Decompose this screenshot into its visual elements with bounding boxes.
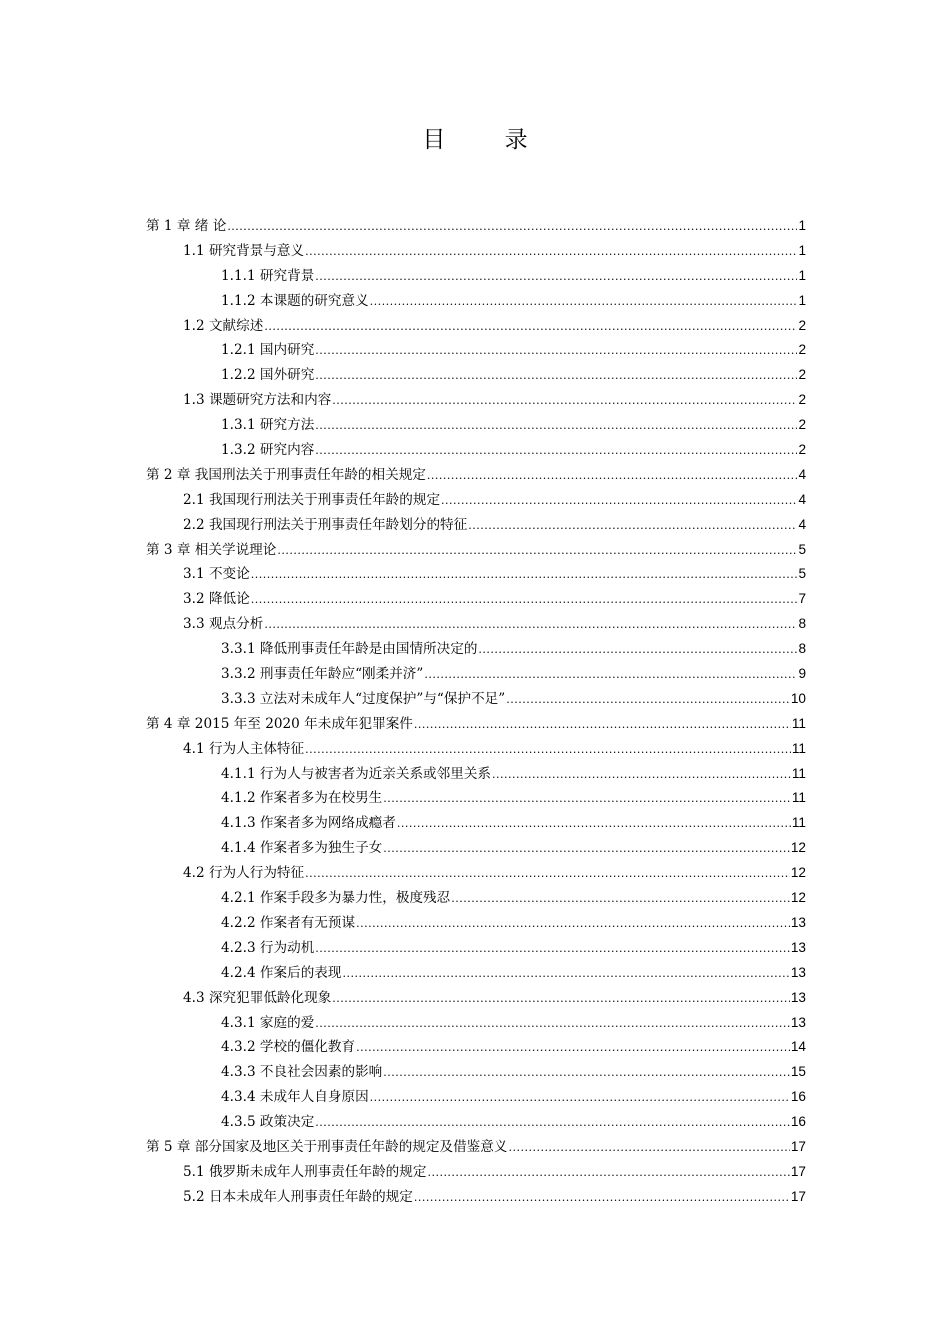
- toc-entry-label: 5.2 日本未成年人刑事责任年龄的规定: [183, 1188, 413, 1205]
- toc-list: [146, 214, 806, 1210]
- toc-entry-label: 4.1.2 作案者多为在校男生: [221, 790, 383, 807]
- toc-dot-leader: [332, 389, 797, 414]
- toc-entry-label: 4.3.1 家庭的爱: [221, 1014, 315, 1031]
- toc-dot-leader: [424, 663, 797, 688]
- toc-dot-leader: [427, 1161, 789, 1186]
- toc-dot-leader: [508, 1136, 789, 1161]
- toc-dot-leader: [315, 937, 790, 962]
- toc-entry[interactable]: [146, 786, 806, 811]
- toc-entry[interactable]: [146, 363, 806, 388]
- toc-entry-label: 5.1 俄罗斯未成年人刑事责任年龄的规定: [183, 1163, 427, 1180]
- toc-dot-leader: [305, 738, 791, 763]
- toc-entry-page: 1: [798, 218, 806, 233]
- toc-entry-page: 12: [790, 840, 806, 856]
- toc-dot-leader: [492, 763, 791, 788]
- toc-entry-page: 10: [790, 690, 806, 706]
- toc-dot-leader: [277, 539, 797, 564]
- toc-dot-leader: [332, 987, 790, 1012]
- toc-dot-leader: [342, 962, 789, 987]
- toc-entry-page: 17: [790, 1163, 806, 1179]
- toc-entry-label: 第 4 章 2015 年至 2020 年未成年犯罪案件: [146, 715, 413, 732]
- toc-entry-label: 3.3.1 降低刑事责任年龄是由国情所决定的: [221, 641, 478, 658]
- toc-dot-leader: [414, 713, 791, 738]
- toc-entry-label: 4.3.4 未成年人自身原因: [221, 1089, 369, 1106]
- toc-entry[interactable]: [146, 587, 806, 612]
- toc-entry-page: 4: [798, 466, 806, 482]
- toc-entry-label: 4.2.3 行为动机: [221, 939, 315, 956]
- toc-entry-label: 4.1 行为人主体特征: [183, 740, 305, 757]
- toc-entry-page: 7: [798, 591, 806, 607]
- toc-entry-page: 13: [790, 964, 806, 980]
- toc-entry-label: 4.3.2 学校的僵化教育: [221, 1039, 356, 1056]
- toc-dot-leader: [251, 588, 798, 613]
- toc-entry[interactable]: [146, 562, 806, 587]
- toc-entry-page: 4: [798, 491, 806, 507]
- toc-entry-label: 4.3.5 政策决定: [221, 1114, 315, 1131]
- toc-entry-page: 13: [790, 939, 806, 955]
- toc-entry[interactable]: [146, 488, 806, 513]
- toc-entry[interactable]: [146, 986, 806, 1011]
- toc-entry-page: 9: [798, 666, 806, 682]
- toc-entry[interactable]: [146, 1011, 806, 1036]
- toc-entry-label: 4.1.1 行为人与被害者为近亲关系或邻里关系: [221, 765, 492, 782]
- toc-title: 目 录: [422, 127, 554, 153]
- toc-entry-page: 15: [790, 1064, 806, 1080]
- toc-entry-page: 2: [798, 442, 806, 458]
- toc-dot-leader: [414, 1186, 790, 1211]
- toc-entry-label: 1.1.2 本课题的研究意义: [221, 292, 369, 309]
- toc-entry[interactable]: [146, 1160, 806, 1185]
- toc-entry-label: 1.2.1 国内研究: [221, 342, 315, 359]
- toc-entry[interactable]: [146, 1085, 806, 1110]
- toc-dot-leader: [356, 1036, 790, 1061]
- toc-entry[interactable]: [146, 687, 806, 712]
- toc-dot-leader: [264, 315, 797, 340]
- toc-entry-page: 8: [798, 641, 806, 657]
- toc-dot-leader: [383, 1061, 790, 1086]
- toc-entry-page: 13: [790, 1014, 806, 1030]
- toc-dot-leader: [315, 1111, 790, 1136]
- toc-dot-leader: [451, 887, 790, 912]
- toc-entry-label: 4.2.2 作案者有无预谋: [221, 914, 356, 931]
- toc-entry-label: 3.3.3 立法对未成年人“过度保护”与“保护不足”: [221, 690, 506, 707]
- toc-dot-leader: [264, 613, 797, 638]
- toc-entry[interactable]: [146, 1185, 806, 1210]
- toc-entry-label: 2.2 我国现行刑法关于刑事责任年龄划分的特征: [183, 516, 468, 533]
- toc-entry-label: 1.3.2 研究内容: [221, 442, 315, 459]
- toc-entry-page: 2: [798, 317, 806, 333]
- toc-dot-leader: [315, 1012, 790, 1037]
- toc-entry[interactable]: [146, 712, 806, 737]
- toc-dot-leader: [315, 265, 797, 290]
- toc-entry-page: 17: [790, 1188, 806, 1204]
- toc-entry[interactable]: [146, 1110, 806, 1135]
- toc-entry-page: 11: [791, 715, 806, 731]
- toc-dot-leader: [305, 862, 790, 887]
- toc-entry[interactable]: [146, 936, 806, 961]
- toc-dot-leader: [305, 240, 797, 265]
- toc-dot-leader: [397, 812, 791, 837]
- toc-entry-label: 1.2.2 国外研究: [221, 367, 315, 384]
- toc-entry-label: 1.2 文献综述: [183, 317, 264, 334]
- toc-entry[interactable]: [146, 961, 806, 986]
- toc-entry-label: 1.1 研究背景与意义: [183, 242, 305, 259]
- toc-entry-label: 3.3.2 刑事责任年龄应“刚柔并济”: [221, 666, 424, 683]
- toc-entry[interactable]: [146, 861, 806, 886]
- toc-dot-leader: [315, 339, 797, 364]
- toc-dot-leader: [506, 688, 790, 713]
- toc-dot-leader: [315, 439, 797, 464]
- toc-entry-label: 4.3 深究犯罪低龄化现象: [183, 989, 332, 1006]
- toc-entry[interactable]: [146, 413, 806, 438]
- toc-dot-leader: [370, 1086, 790, 1111]
- toc-entry-page: 17: [790, 1138, 806, 1154]
- toc-entry-page: 4: [798, 516, 806, 532]
- toc-entry-label: 4.2 行为人行为特征: [183, 865, 305, 882]
- toc-entry[interactable]: [146, 637, 806, 662]
- toc-dot-leader: [478, 638, 797, 663]
- toc-entry[interactable]: [146, 762, 806, 787]
- toc-entry[interactable]: [146, 737, 806, 762]
- toc-entry[interactable]: [146, 463, 806, 488]
- toc-entry[interactable]: [146, 214, 806, 239]
- toc-entry[interactable]: [146, 811, 806, 836]
- toc-entry-label: 3.1 不变论: [183, 566, 250, 583]
- toc-dot-leader: [356, 912, 790, 937]
- toc-entry-label: 第 2 章 我国刑法关于刑事责任年龄的相关规定: [146, 466, 426, 483]
- toc-entry-label: 4.3.3 不良社会因素的影响: [221, 1064, 383, 1081]
- toc-entry-label: 3.3 观点分析: [183, 616, 264, 633]
- toc-entry[interactable]: [146, 538, 806, 563]
- toc-dot-leader: [315, 364, 797, 389]
- toc-dot-leader: [251, 563, 798, 588]
- toc-entry[interactable]: [146, 513, 806, 538]
- toc-entry-page: 16: [790, 1114, 806, 1130]
- toc-entry[interactable]: [146, 662, 806, 687]
- toc-entry[interactable]: [146, 314, 806, 339]
- toc-entry-label: 4.1.3 作案者多为网络成瘾者: [221, 815, 396, 832]
- toc-entry-label: 4.2.1 作案手段多为暴力性，极度残忍: [221, 890, 451, 907]
- toc-entry-page: 2: [798, 342, 806, 358]
- toc-dot-leader: [383, 787, 791, 812]
- toc-entry-page: 11: [791, 740, 806, 756]
- toc-entry-label: 2.1 我国现行刑法关于刑事责任年龄的规定: [183, 491, 441, 508]
- toc-entry[interactable]: [146, 289, 806, 314]
- toc-dot-leader: [468, 514, 797, 539]
- toc-dot-leader: [315, 414, 797, 439]
- toc-entry-page: 1: [798, 242, 806, 258]
- toc-entry-page: 1: [798, 292, 806, 308]
- toc-dot-leader: [441, 489, 797, 514]
- toc-entry-page: 2: [798, 417, 806, 433]
- toc-entry[interactable]: [146, 338, 806, 363]
- toc-dot-leader: [370, 290, 798, 315]
- toc-dot-leader: [227, 215, 797, 240]
- toc-entry-page: 13: [790, 914, 806, 930]
- toc-entry-page: 11: [791, 815, 806, 831]
- toc-entry-label: 4.1.4 作案者多为独生子女: [221, 840, 383, 857]
- toc-entry-page: 12: [790, 890, 806, 906]
- toc-entry-page: 11: [791, 790, 806, 806]
- toc-entry-page: 11: [791, 765, 806, 781]
- toc-entry[interactable]: [146, 911, 806, 936]
- toc-entry-page: 16: [790, 1089, 806, 1105]
- toc-entry[interactable]: [146, 264, 806, 289]
- toc-entry-page: 12: [790, 865, 806, 881]
- toc-entry-page: 5: [798, 566, 806, 582]
- toc-entry[interactable]: [146, 438, 806, 463]
- toc-entry[interactable]: [146, 1060, 806, 1085]
- toc-entry-label: 4.2.4 作案后的表现: [221, 964, 342, 981]
- toc-entry-page: 8: [798, 616, 806, 632]
- toc-dot-leader: [427, 464, 798, 489]
- toc-entry-label: 1.3.1 研究方法: [221, 417, 315, 434]
- toc-entry[interactable]: [146, 612, 806, 637]
- toc-entry-label: 第 3 章 相关学说理论: [146, 541, 277, 558]
- toc-entry[interactable]: [146, 886, 806, 911]
- toc-entry-page: 13: [790, 989, 806, 1005]
- toc-entry[interactable]: [146, 1035, 806, 1060]
- toc-dot-leader: [383, 837, 790, 862]
- toc-entry-page: 1: [798, 267, 806, 283]
- toc-entry[interactable]: [146, 1135, 806, 1160]
- toc-entry-label: 1.3 课题研究方法和内容: [183, 392, 332, 409]
- toc-entry[interactable]: [146, 388, 806, 413]
- toc-entry-label: 第 1 章 绪 论: [146, 218, 227, 234]
- toc-entry-page: 14: [790, 1039, 806, 1055]
- toc-entry-label: 第 5 章 部分国家及地区关于刑事责任年龄的规定及借鉴意义: [146, 1138, 508, 1155]
- toc-entry-label: 1.1.1 研究背景: [221, 267, 315, 284]
- toc-entry[interactable]: [146, 239, 806, 264]
- toc-entry[interactable]: [146, 836, 806, 861]
- toc-entry-page: 5: [798, 541, 806, 557]
- toc-entry-page: 2: [798, 392, 806, 408]
- toc-entry-label: 3.2 降低论: [183, 591, 250, 608]
- toc-entry-page: 2: [798, 367, 806, 383]
